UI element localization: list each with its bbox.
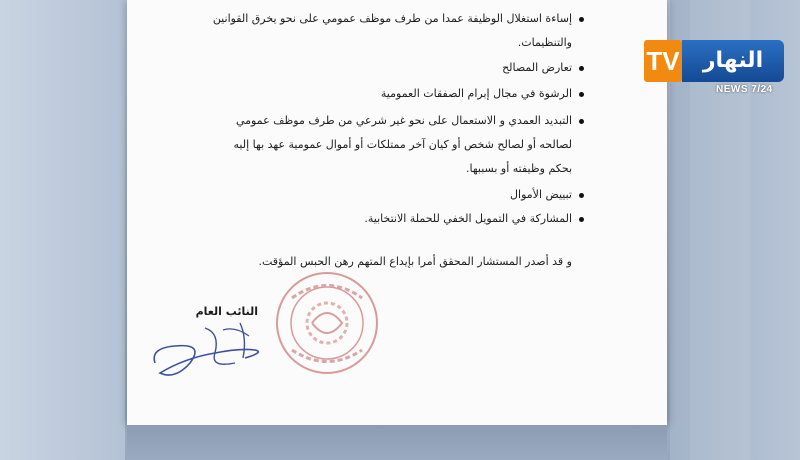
signatory-title: النائب العام bbox=[195, 305, 258, 318]
handwritten-signature bbox=[145, 308, 280, 383]
bullet-3-line-1: الرشوة في مجال إبرام الصفقات العمومية bbox=[380, 87, 572, 100]
bullet-5-line-1: تبييض الأموال bbox=[510, 188, 572, 201]
bullet-1-line-2: والتنظيمات. bbox=[517, 36, 572, 49]
bullet-4-line-3: بحكم وظيفته أو بسببها. bbox=[465, 162, 572, 175]
bullet-dot bbox=[579, 217, 584, 222]
bullet-dot bbox=[579, 66, 584, 71]
news-label: NEWS 7/24 bbox=[716, 84, 773, 95]
bullet-4-line-2: لصالحه أو لصالح شخص أو كيان آخر ممتلكات أو أموال عمومية عهد بها إليه bbox=[233, 138, 572, 151]
bullet-1-line-1: إساءة استغلال الوظيفة عمدا من طرف موظف عمومي على نحو يخرق القوانين bbox=[212, 12, 572, 25]
bullet-dot bbox=[579, 193, 584, 198]
channel-name: النهار bbox=[682, 40, 784, 82]
bullet-dot bbox=[579, 17, 584, 22]
bullet-dot bbox=[579, 92, 584, 97]
tv-logo-box: TV bbox=[644, 40, 682, 82]
official-stamp bbox=[272, 268, 382, 378]
bullet-dot bbox=[579, 119, 584, 124]
bullet-4-line-1: التبديد العمدي و الاستعمال على نحو غير شرعي من طرف موظف عمومي bbox=[235, 114, 572, 127]
background-left-panel bbox=[0, 0, 125, 460]
document-shadow bbox=[127, 425, 667, 460]
bullet-6-line-1: المشاركة في التمويل الخفي للحملة الانتخابية. bbox=[364, 212, 572, 225]
channel-logo bbox=[644, 40, 784, 96]
bullet-2-line-1: تعارض المصالح bbox=[502, 61, 572, 74]
closing-paragraph: و قد أصدر المستشار المحقق أمرا بإيداع المتهم رهن الحبس المؤقت. bbox=[258, 255, 572, 268]
